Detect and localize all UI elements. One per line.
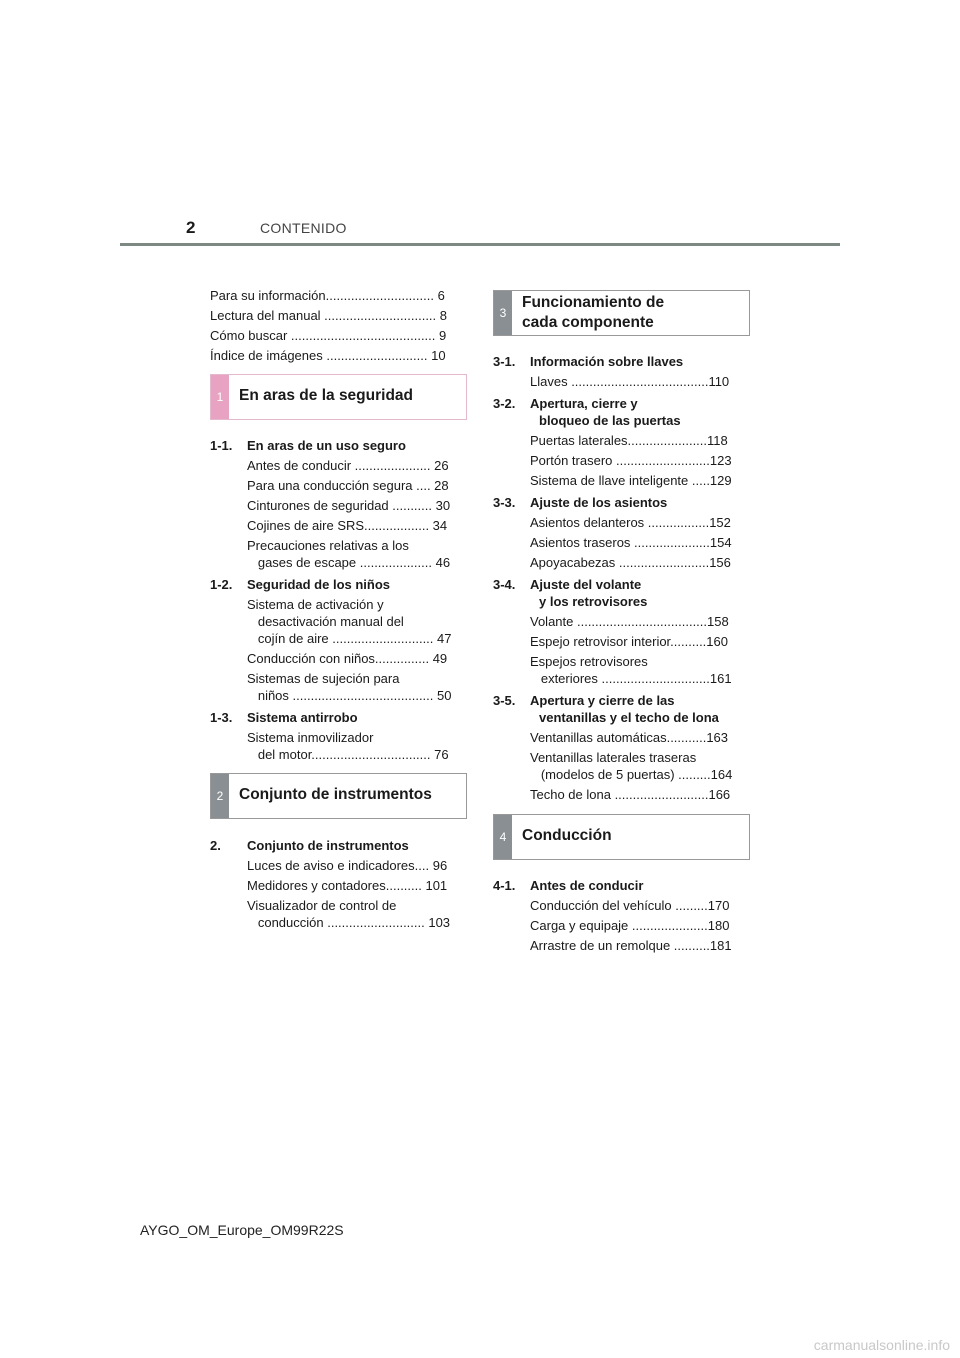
- subsection-number: 2.: [210, 838, 221, 853]
- subsection-title[interactable]: Ajuste del volante: [530, 577, 642, 592]
- toc-entry[interactable]: Luces de aviso e indicadores.... 96: [247, 858, 448, 873]
- subsection-title[interactable]: En aras de un uso seguro: [247, 438, 406, 453]
- toc-entry[interactable]: cojín de aire ............................ 47: [247, 631, 452, 646]
- toc-entry[interactable]: Techo de lona ..........................166: [530, 787, 731, 802]
- toc-entry[interactable]: Asientos traseros .....................154: [530, 535, 732, 550]
- toc-entry[interactable]: (modelos de 5 puertas) .........164: [530, 767, 733, 782]
- subsection-number: 4-1.: [493, 878, 516, 893]
- subsection-title[interactable]: Conjunto de instrumentos: [247, 838, 409, 853]
- subsection-number: 1-3.: [210, 710, 233, 725]
- subsection-number: 3-4.: [493, 577, 516, 592]
- toc-entry[interactable]: Arrastre de un remolque ..........181: [530, 938, 732, 953]
- subsection-title-cont[interactable]: y los retrovisores: [539, 594, 648, 609]
- section-3-header[interactable]: [493, 290, 750, 336]
- toc-entry[interactable]: Sistema de llave inteligente .....129: [530, 473, 732, 488]
- page-number: 2: [186, 218, 196, 237]
- toc-entry[interactable]: Puertas laterales......................118: [530, 433, 728, 448]
- subsection-title[interactable]: Sistema antirrobo: [247, 710, 358, 725]
- subsection-number: 1-1.: [210, 438, 233, 453]
- section-title: En aras de la seguridad: [239, 387, 414, 404]
- toc-entry[interactable]: desactivación manual del: [247, 614, 404, 629]
- section-title: Conjunto de instrumentos: [239, 786, 432, 803]
- toc-entry[interactable]: Carga y equipaje .....................180: [530, 918, 730, 933]
- section-number-tab: 1: [211, 375, 229, 419]
- subsection-title-cont[interactable]: bloqueo de las puertas: [539, 413, 681, 428]
- section-number-tab: 4: [494, 815, 512, 859]
- document-id-footer: AYGO_OM_Europe_OM99R22S: [140, 1222, 344, 1238]
- toc-entry[interactable]: exteriores ..............................161: [530, 671, 732, 686]
- toc-entry[interactable]: Para una conducción segura .... 28: [247, 478, 449, 493]
- section-2-header[interactable]: [210, 773, 467, 819]
- subsection-title[interactable]: Antes de conducir: [530, 878, 644, 893]
- toc-entry[interactable]: Espejo retrovisor interior..........160: [530, 634, 728, 649]
- toc-entry[interactable]: Conducción del vehículo .........170: [530, 898, 730, 913]
- toc-entry[interactable]: gases de escape .................... 46: [247, 555, 451, 570]
- toc-entry[interactable]: Medidores y contadores.......... 101: [247, 878, 448, 893]
- section-4-header[interactable]: [493, 814, 750, 860]
- toc-entry[interactable]: Precauciones relativas a los: [247, 538, 409, 553]
- toc-entry[interactable]: Visualizador de control de: [247, 898, 397, 913]
- subsection-title[interactable]: Ajuste de los asientos: [530, 495, 668, 510]
- section-title-line-2: cada componente: [522, 314, 654, 331]
- toc-entry[interactable]: Ventanillas laterales traseras: [530, 750, 697, 765]
- toc-entry[interactable]: Llaves ......................................110: [530, 374, 730, 389]
- subsection-title[interactable]: Apertura y cierre de las: [530, 693, 675, 708]
- toc-entry[interactable]: Sistemas de sujeción para: [247, 671, 400, 686]
- toc-entry[interactable]: Apoyacabezas .........................156: [530, 555, 731, 570]
- toc-entry[interactable]: Antes de conducir ..................... 26: [247, 458, 449, 473]
- toc-entry[interactable]: Sistema inmovilizador: [247, 730, 374, 745]
- subsection-title[interactable]: Información sobre llaves: [530, 354, 684, 369]
- subsection-number: 3-2.: [493, 396, 516, 411]
- section-1-header[interactable]: [210, 374, 467, 420]
- subsection-title[interactable]: Apertura, cierre y: [530, 396, 638, 411]
- toc-entry[interactable]: Cojines de aire SRS.................. 34: [247, 518, 448, 533]
- toc-entry[interactable]: Conducción con niños............... 49: [247, 651, 448, 666]
- section-number-tab: 2: [211, 774, 229, 818]
- toc-entry[interactable]: conducción ........................... 103: [247, 915, 451, 930]
- toc-entry[interactable]: Espejos retrovisores: [530, 654, 648, 669]
- toc-entry[interactable]: Sistema de activación y: [247, 597, 384, 612]
- subsection-number: 1-2.: [210, 577, 233, 592]
- toc-entry[interactable]: Cinturones de seguridad ........... 30: [247, 498, 451, 513]
- subsection-title-cont[interactable]: ventanillas y el techo de lona: [539, 710, 719, 725]
- subsection-number: 3-5.: [493, 693, 516, 708]
- toc-entry[interactable]: niños ....................................... 50: [247, 688, 452, 703]
- toc-entry[interactable]: Portón trasero ..........................123: [530, 453, 732, 468]
- section-number-tab: 3: [494, 291, 512, 335]
- section-title: Conducción: [522, 827, 612, 844]
- toc-entry[interactable]: Asientos delanteros .................152: [530, 515, 731, 530]
- header-divider: [120, 243, 840, 246]
- toc-entry[interactable]: Cómo buscar ........................................ 9: [210, 328, 447, 343]
- toc-entry[interactable]: Para su información.............................. 6: [210, 288, 445, 303]
- subsection-title[interactable]: Seguridad de los niños: [247, 577, 391, 592]
- toc-entry[interactable]: Índice de imágenes ............................ 10: [210, 348, 446, 363]
- toc-entry[interactable]: Ventanillas automáticas...........163: [530, 730, 729, 745]
- toc-entry[interactable]: Volante ....................................158: [530, 614, 729, 629]
- page-title: CONTENIDO: [260, 220, 347, 236]
- subsection-number: 3-1.: [493, 354, 516, 369]
- section-title-line-1: Funcionamiento de: [522, 294, 665, 311]
- watermark: carmanualsonline.info: [813, 1337, 950, 1353]
- toc-entry[interactable]: del motor................................. 76: [247, 747, 449, 762]
- toc-entry[interactable]: Lectura del manual ............................... 8: [210, 308, 447, 323]
- subsection-number: 3-3.: [493, 495, 516, 510]
